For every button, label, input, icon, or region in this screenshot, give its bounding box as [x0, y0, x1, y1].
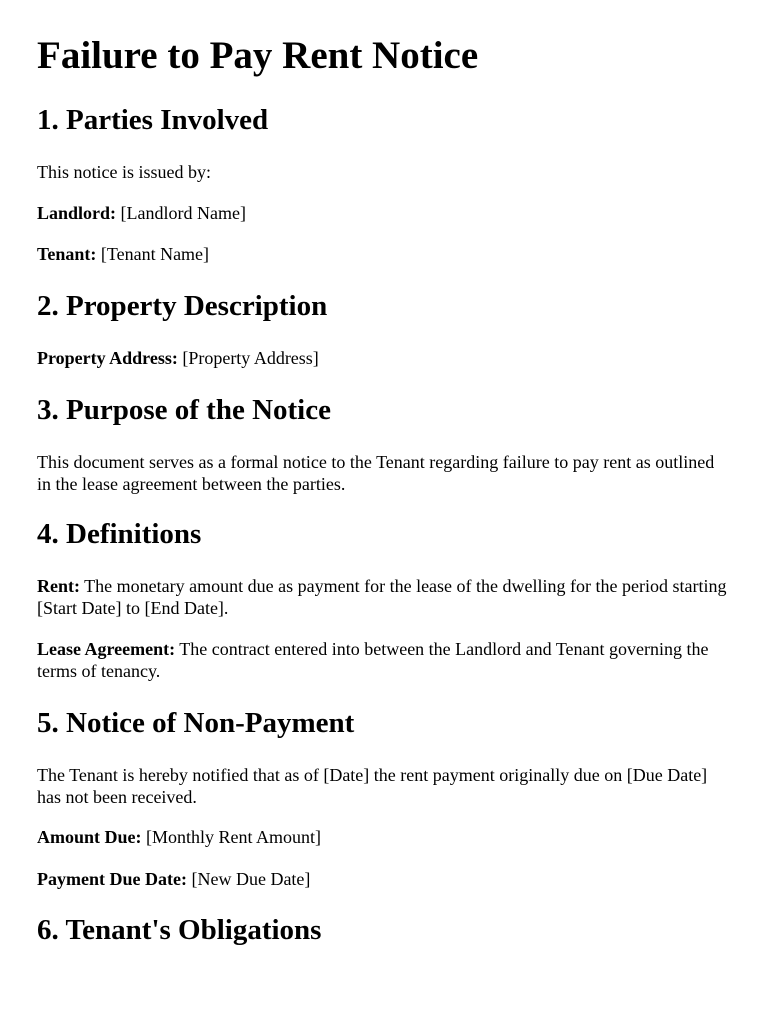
lease-label: Lease Agreement: — [37, 639, 176, 659]
rent-label: Rent: — [37, 576, 80, 596]
amount-due-label: Amount Due: — [37, 827, 142, 847]
landlord-value: [Landlord Name] — [116, 203, 246, 223]
property-address-value: [Property Address] — [177, 348, 319, 368]
property-address-line — [37, 347, 727, 369]
tenant-label: Tenant: — [37, 244, 97, 264]
definition-rent — [37, 575, 727, 619]
payment-due-date-label: Payment Due Date: — [37, 869, 187, 889]
non-payment-body: The Tenant is hereby notified that as of [Date] the rent payment originally due on [Due Date] has not been received. — [37, 765, 708, 807]
payment-due-date-line — [37, 868, 727, 890]
rent-text: The monetary amount due as payment for the lease of the dwelling for the period starting [Start Date] to [End Date]. — [37, 576, 727, 618]
section-heading-obligations: 6. Tenant's Obligations — [37, 914, 322, 946]
parties-intro: This notice is issued by: — [37, 162, 211, 182]
landlord-line — [37, 202, 727, 224]
document-title: Failure to Pay Rent Notice — [37, 34, 479, 77]
property-address-label: Property Address: — [37, 348, 178, 368]
purpose-body: This document serves as a formal notice to the Tenant regarding failure to pay rent as outlined in the lease agreement between the parties. — [37, 452, 715, 494]
section-heading-non-payment: 5. Notice of Non-Payment — [37, 707, 355, 739]
definition-lease — [37, 638, 727, 682]
section-heading-parties: 1. Parties Involved — [37, 104, 269, 136]
section-heading-purpose: 3. Purpose of the Notice — [37, 394, 331, 426]
amount-due-line — [37, 826, 727, 848]
payment-due-date-value: [New Due Date] — [186, 869, 311, 889]
tenant-value: [Tenant Name] — [96, 244, 210, 264]
lease-text: The contract entered into between the Landlord and Tenant governing the terms of tenancy. — [37, 639, 709, 681]
section-heading-definitions: 4. Definitions — [37, 518, 202, 550]
section-heading-property: 2. Property Description — [37, 290, 328, 322]
landlord-label: Landlord: — [37, 203, 117, 223]
amount-due-value: [Monthly Rent Amount] — [141, 827, 322, 847]
tenant-line — [37, 243, 727, 265]
